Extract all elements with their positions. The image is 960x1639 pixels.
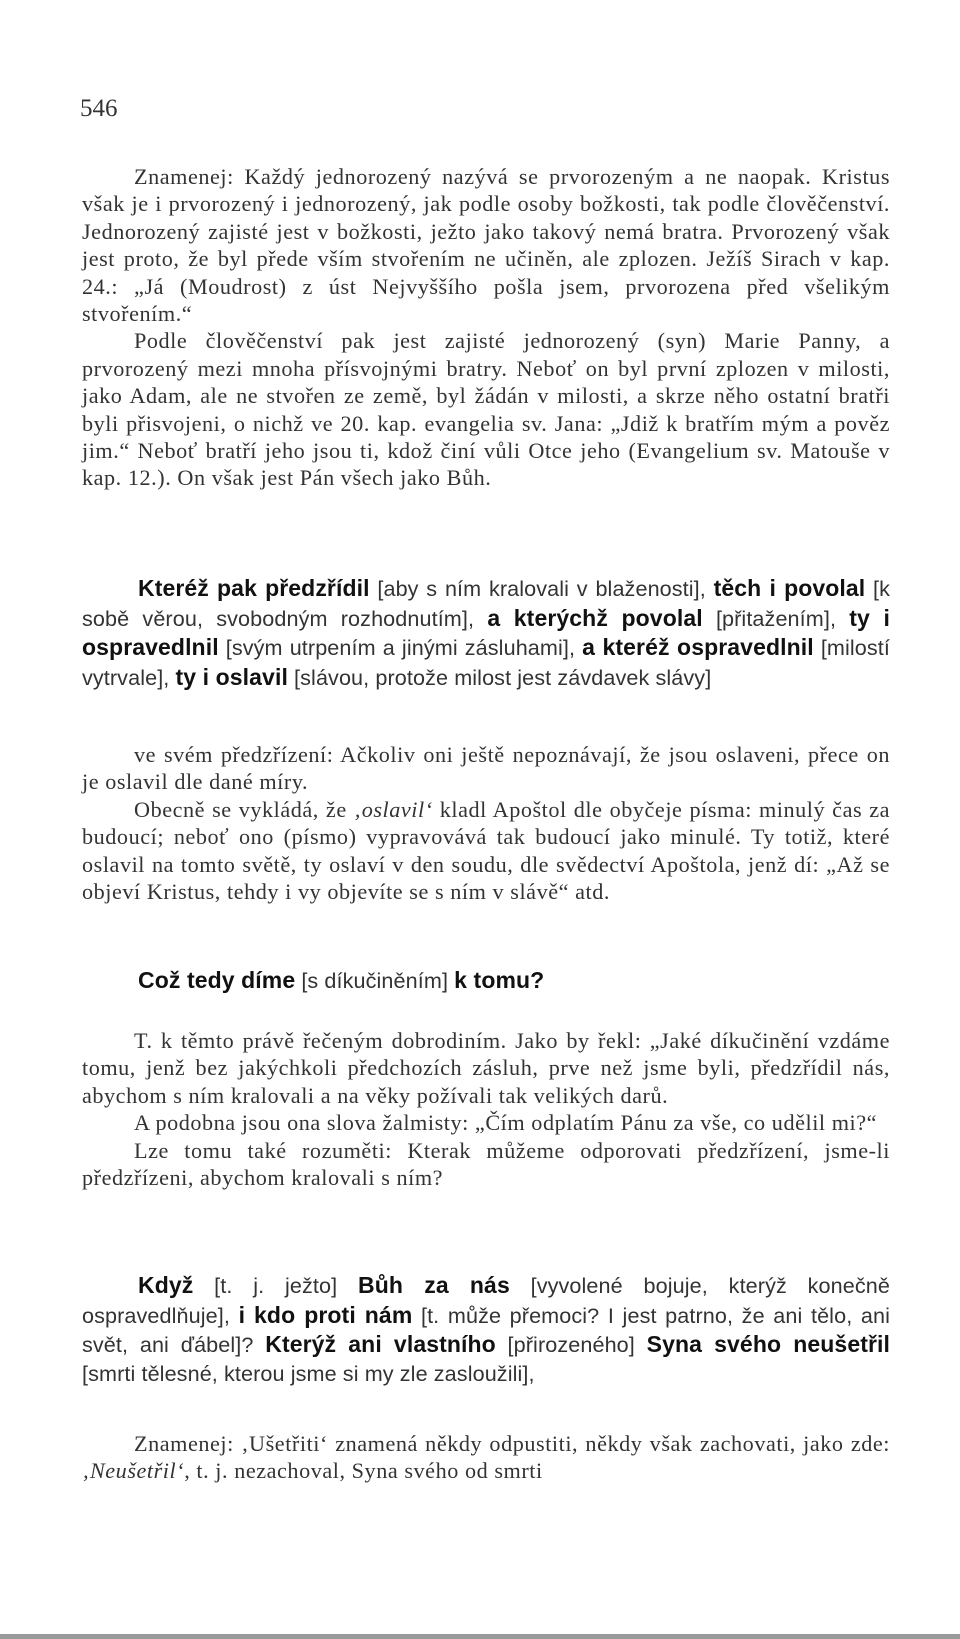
commentary-paragraph	[82, 796, 890, 906]
scripture-verse-31-32	[82, 1271, 890, 1388]
scripture-text: a kterýchž povolal	[487, 604, 703, 631]
scan-edge-divider	[0, 1634, 960, 1639]
scripture-text: Kteréž pak předzřídil	[138, 575, 370, 601]
gloss-text: [t. může přemoci? I jest patrno, že ani tělo, ani svět, ani ďábel]?	[82, 1302, 890, 1358]
scripture-text: Když	[138, 1272, 194, 1298]
commentary-text: kladl Apoštol dle obyčeje písma: minulý čas za budoucí; neboť ono (písmo) vypravovává tak budoucí jako minulé. Ty totiž, které oslavil na tomto světě, ty oslaví v den soudu, dle svědectví Apoštola, jenž dí: „Až se objeví Kristus, tehdy i vy objevíte se s ním v slávě“ atd.	[82, 796, 890, 905]
commentary-paragraph: Znamenej: Každý jednorozený nazývá se prvorozeným a ne naopak. Kristus však je i prvorozený i jednorozený, jak podle osoby božkosti, tak podle člověčenství. Jednorozený zajisté jest v božkosti, ježto jako takový nemá bratra. Prvorozený však jest proto, že byl přede vším stvořením ne učiněn, ale zplozen. Ježíš Sirach v kap. 24.: „Já (Moudrost) z úst Nejvyššího pošla jsem, prvorozena před všelikým stvořením.“	[82, 164, 890, 327]
scripture-text: Syna svého neušetřil	[646, 1331, 891, 1358]
gloss-text: [smrti tělesné, kterou jsme si my zle zasloužili],	[82, 1360, 535, 1386]
scripture-text: Kterýž ani vlastního	[265, 1331, 496, 1358]
scripture-verse-29	[82, 574, 890, 692]
scripture-text: těch i povolal	[713, 575, 866, 601]
commentary-paragraph: Lze tomu také rozuměti: Kterak můžeme odporovati předzřízení, jsme-li předzřízeni, abychom kralovali s ním?	[82, 1137, 890, 1191]
commentary-paragraph: Podle člověčenství pak jest zajisté jednorozený (syn) Marie Panny, a prvorozený mezi mnoha přísvojnými bratry. Neboť on byl první zplozen v milosti, jako Adam, ale ne stvořen ze země, byl žádán v milosti, a skrze něho ostatní bratři byli přisvojeni, o nichž ve 20. kap. evangelia sv. Jana: „Jdiž k bratřím mým a pověz jim.“ Neboť bratří jeho jsou ti, kdož činí vůli Otce jeho (Evangelium sv. Matouše v kap. 12.). On však jest Pán všech jako Bůh.	[82, 328, 890, 491]
gloss-text: [přitažením],	[715, 605, 837, 631]
gloss-text: [aby s ním kralovali v blaženosti],	[377, 576, 706, 601]
scripture-paragraph	[82, 1271, 890, 1388]
scripture-paragraph	[82, 574, 890, 692]
scripture-text: Což tedy díme	[138, 967, 296, 993]
commentary-block-2	[82, 741, 890, 905]
gloss-text: [t. j. ježto]	[214, 1273, 338, 1298]
scripture-text: a kteréž ospravedlnil	[582, 634, 814, 661]
commentary-block-1	[82, 163, 890, 492]
gloss-text: [k sobě věrou, svobodným rozhodnutím],	[82, 576, 891, 631]
gloss-text: [slávou, protože milost jest závdavek slávy]	[294, 664, 712, 690]
scripture-text: Bůh za nás	[358, 1272, 510, 1298]
gloss-text: [s díkučiněním]	[301, 968, 449, 993]
commentary-block-4	[82, 1430, 890, 1485]
commentary-paragraph	[82, 1430, 890, 1485]
gloss-text: [svým utrpením a jinými zásluhami],	[225, 635, 576, 661]
commentary-text: Znamenej: ‚Ušetřiti‘ znamená někdy odpustiti, někdy však zachovati, jako zde:	[134, 1431, 890, 1456]
commentary-text: , t. j. nezachoval, Syna svého od smrti	[184, 1458, 543, 1484]
scripture-text: ty i ospravedlnil	[82, 604, 890, 661]
scripture-paragraph	[82, 966, 890, 996]
scripture-text: i kdo proti nám	[238, 1301, 413, 1328]
scripture-text: k tomu?	[454, 967, 545, 993]
commentary-paragraph: ve svém předzřízení: Ačkoliv oni ještě nepoznávají, že jsou oslaveni, přece on je oslavil dle dané míry.	[82, 742, 890, 795]
gloss-text: [přirozeného]	[507, 1332, 635, 1358]
commentary-paragraph: A podobna jsou ona slova žalmisty: „Čím odplatím Pánu za vše, co udělil mi?“	[134, 1110, 878, 1136]
commentary-block-3	[82, 1027, 890, 1191]
commentary-paragraph: T. k těmto právě řečeným dobrodiním. Jako by řekl: „Jaké díkučinění vzdáme tomu, jenž bez jakýchkoli předchozích zásluh, prve než jsme byli, předzřídil nás, abychom s ním kralovali a na věky požívali tak velikých darů.	[82, 1028, 890, 1108]
commentary-text: Obecně se vykládá, že	[134, 796, 354, 822]
page-number: 546	[80, 95, 118, 122]
scripture-text: ty i oslavil	[175, 663, 288, 690]
quoted-word: ‚Neušetřil‘	[82, 1458, 185, 1484]
scripture-question-31	[82, 966, 890, 996]
gloss-text: [milostí vytrvale],	[82, 635, 890, 690]
quoted-word: ‚oslavil‘	[353, 796, 433, 822]
gloss-text: [vyvolené bojuje, kterýž konečně ospravedlňuje],	[82, 1273, 890, 1328]
